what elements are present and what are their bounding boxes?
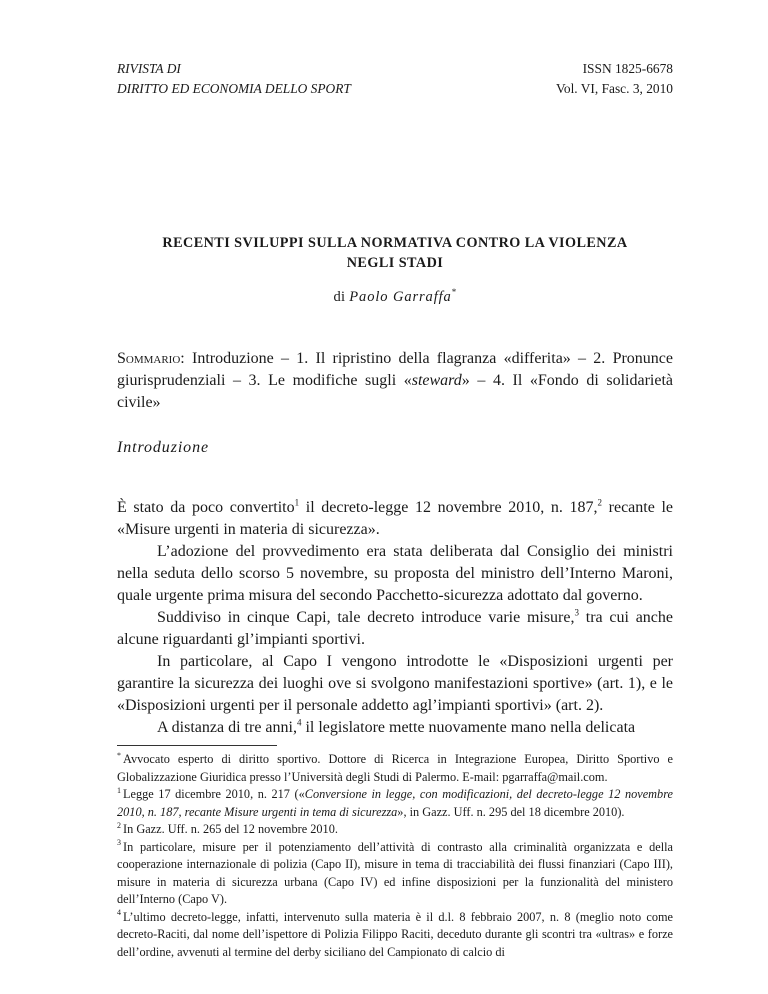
footnote-2 — [117, 821, 673, 839]
footnote-divider — [117, 745, 277, 746]
footnote-4-mark: 4 — [117, 908, 121, 918]
paragraph-3 — [117, 607, 673, 651]
p5-text-a: A distanza di tre anni, — [157, 719, 297, 736]
author-line — [117, 289, 673, 306]
title-line-2: NEGLI STADI — [346, 255, 444, 271]
article-title — [117, 233, 673, 273]
journal-name-line1: RIVISTA DI — [117, 61, 181, 76]
footnote-1 — [117, 786, 673, 821]
title-line-1: RECENTI SVILUPPI SULLA NORMATIVA CONTRO LA VIOLENZA — [162, 235, 628, 251]
p1-text-a: È stato da poco convertito — [117, 499, 295, 516]
footnote-1-text-a: Legge 17 dicembre 2010, n. 217 (« — [123, 787, 305, 801]
footnotes — [117, 751, 673, 961]
footnote-1-text-b: », in Gazz. Uff. n. 295 del 18 dicembre 2010). — [397, 804, 625, 819]
author-footnote-mark: * — [451, 287, 457, 298]
footnote-star-mark: * — [117, 750, 121, 760]
journal-header — [117, 59, 351, 99]
journal-name-line2: DIRITTO ED ECONOMIA DELLO SPORT — [117, 81, 351, 96]
summary-text-a: : Introduzione – 1. Il ripristino della flagranza «differita» – 2. Pronunce giurisprudenziali – 3. Le modifiche sugli « — [117, 350, 673, 389]
paragraph-1 — [117, 497, 673, 541]
footnote-star-text: Avvocato esperto di diritto sportivo. Dottore di Ricerca in Integrazione Europea, Diritto Sportivo e Globalizzazione Giuridica presso l’Università degli Studi di Palermo. E-mail: pgarraffa@mail.com. — [117, 752, 673, 784]
p3-text-a: Suddiviso in cinque Capi, tale decreto introduce varie misure, — [157, 609, 575, 626]
summary — [117, 348, 673, 414]
summary-text-b: » – 4. Il «Fondo di solidarietà civile» — [117, 372, 673, 411]
footnote-star — [117, 751, 673, 786]
summary-steward: steward — [411, 372, 462, 389]
footnote-ref-1: 1 — [294, 497, 300, 508]
footnote-3 — [117, 839, 673, 909]
paragraph-2: L’adozione del provvedimento era stata deliberata dal Consiglio dei ministri nella seduta dello scorso 5 novembre, su proposta del ministro dell’Interno Maroni, quale urgente prima misura del secondo Pacchetto-sicurezza adottato dal governo. — [117, 543, 673, 604]
paragraph-4: In particolare, al Capo I vengono introdotte le «Disposizioni urgenti per garantire la sicurezza dei luoghi ove si svolgono manifestazioni sportive» (art. 1), e le «Disposizioni urgenti per il personale addetto agl’impianti sportivi» (art. 2). — [117, 653, 673, 714]
p1-text-c: recante le «Misure urgenti in materia di sicurezza». — [117, 499, 674, 538]
footnote-4-text: L’ultimo decreto-legge, infatti, intervenuto sulla materia è il d.l. 8 febbraio 2007, n. 8 (meglio noto come decreto-Raciti, dal nome dell’ispettore di Polizia Filippo Raciti, deceduto durante gli scontri tra «ultras» e forze dell’ordine, avvenuti al termine del derby siciliano del Campionato di calcio di — [117, 909, 673, 959]
footnote-1-italic: Conversione in legge, con modificazioni, del decreto-legge 12 novembre 2010, n. 187, recante Misure urgenti in tema di sicurezza — [117, 787, 673, 819]
paragraph-5 — [117, 717, 673, 739]
footnote-3-mark: 3 — [117, 838, 121, 848]
footnote-2-mark: 2 — [117, 820, 121, 830]
footnote-1-mark: 1 — [117, 785, 121, 795]
footnote-ref-3: 3 — [574, 607, 579, 618]
author-prefix: di — [333, 289, 350, 305]
body-text — [117, 497, 673, 739]
author-name: Paolo Garraffa — [349, 289, 452, 305]
volume-issue: Vol. VI, Fasc. 3, 2010 — [555, 81, 673, 96]
footnote-2-text: In Gazz. Uff. n. 265 del 12 novembre 2010. — [123, 822, 338, 836]
footnote-ref-2: 2 — [597, 497, 603, 508]
p1-text-b: il decreto-legge 12 novembre 2010, n. 187, — [299, 499, 598, 516]
footnote-4 — [117, 909, 673, 962]
issue-info — [556, 59, 673, 99]
footnote-ref-4: 4 — [296, 717, 302, 728]
section-title: Introduzione — [117, 439, 209, 456]
p3-text-b: tra cui anche alcune riguardanti gl’impianti sportivi. — [117, 609, 673, 648]
issn: ISSN 1825-6678 — [582, 61, 673, 76]
footnote-3-text: In particolare, misure per il potenziamento dell’attività di contrasto alla criminalità organizzata e della cooperazione internazionale di polizia (Capo II), misure in tema di tracciabilità dei flussi finanziari (Capo III), misure in materia di sicurezza urbana (Capo IV) ed infine disposizioni per la funzionalità del ministero dell’Interno (Capo V). — [117, 839, 673, 906]
summary-label: Sommario — [117, 350, 181, 367]
p5-text-b: il legislatore mette nuovamente mano nella delicata — [301, 719, 636, 736]
